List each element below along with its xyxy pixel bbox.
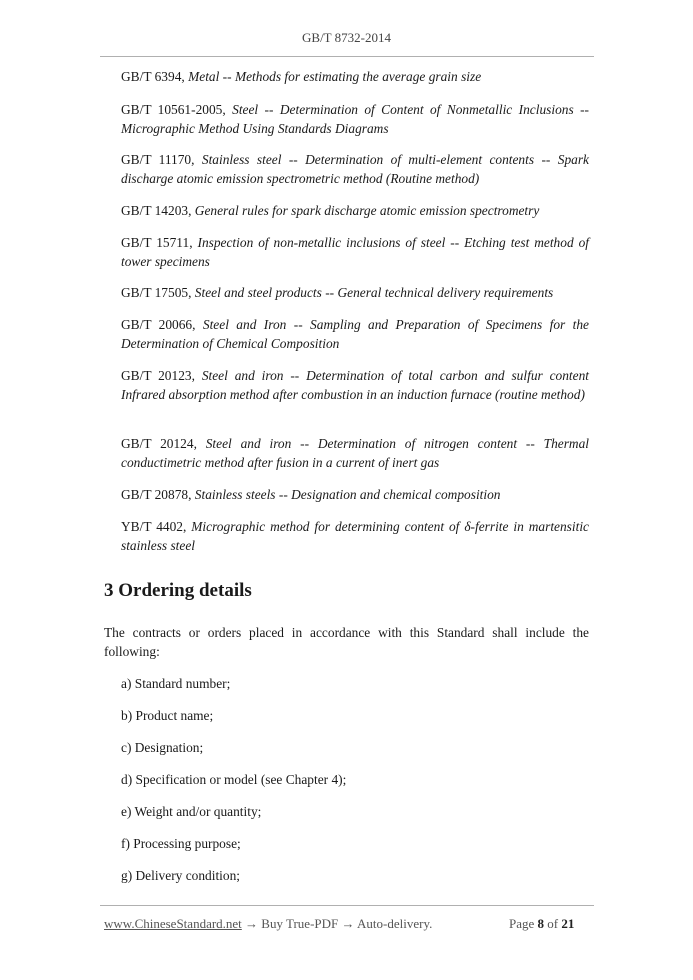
page-header <box>0 30 693 46</box>
reference-code: YB/T 4402 <box>121 519 183 534</box>
reference-code: GB/T 20066 <box>121 317 193 332</box>
reference-entry: GB/T 20878, Stainless steels -- Designation and chemical composition <box>121 487 501 502</box>
reference-code: GB/T 20124 <box>121 436 194 451</box>
reference-title: Steel and steel products -- General technical delivery requirements <box>194 285 554 300</box>
reference-code: GB/T 17505 <box>121 285 189 300</box>
reference-entry: YB/T 4402, Micrographic method for determining content of δ-ferrite in martensitic stainless steel <box>121 519 590 553</box>
page-total: 21 <box>561 916 575 931</box>
reference-title: Stainless steel -- Determination of multi-element contents -- Spark discharge atomic emission spectrometric method (Routine method) <box>121 152 590 186</box>
reference-title: Micrographic method for determining content of δ-ferrite in martensitic stainless steel <box>121 519 590 553</box>
reference-code: GB/T 20878 <box>121 487 189 502</box>
buy-text: Buy True-PDF <box>261 916 339 931</box>
reference-code: GB/T 11170 <box>121 152 192 167</box>
site-link[interactable]: www.ChineseStandard.net <box>104 916 242 931</box>
reference-code: GB/T 6394 <box>121 69 182 84</box>
footer-divider <box>100 905 594 906</box>
reference-title: General rules for spark discharge atomic emission spectrometry <box>194 203 540 218</box>
delivery-text: Auto-delivery. <box>357 916 433 931</box>
section-intro: The contracts or orders placed in accordance with this Standard shall include the following: <box>104 625 589 659</box>
reference-entry: GB/T 20124, Steel and iron -- Determination of nitrogen content -- Thermal conductimetric method after fusion in a current of inert gas <box>121 436 590 470</box>
reference-title: Stainless steels -- Designation and chemical composition <box>194 487 501 502</box>
reference-code: GB/T 14203 <box>121 203 189 218</box>
reference-title: Steel and Iron -- Sampling and Preparation of Specimens for the Determination of Chemical Composition <box>121 317 589 351</box>
footer-promo <box>104 916 432 932</box>
reference-entry: GB/T 11170, Stainless steel -- Determination of multi-element contents -- Spark discharge atomic emission spectrometric method (Routine method) <box>121 152 590 186</box>
reference-title: Inspection of non-metallic inclusions of steel -- Etching test method of tower specimens <box>121 235 589 269</box>
arrow-icon: → <box>241 916 262 931</box>
page-indicator <box>509 916 574 932</box>
reference-title: Metal -- Methods for estimating the average grain size <box>188 69 482 84</box>
section-heading: 3 Ordering details <box>104 580 252 601</box>
reference-entry: GB/T 15711, Inspection of non-metallic inclusions of steel -- Etching test method of tower specimens <box>121 235 589 269</box>
list-item: f) Processing purpose; <box>121 836 241 851</box>
of-label: of <box>547 916 559 931</box>
reference-entry: GB/T 10561-2005, Steel -- Determination of Content of Nonmetallic Inclusions -- Micrographic Method Using Standards Diagrams <box>121 102 589 136</box>
reference-entry: GB/T 20123, Steel and iron -- Determination of total carbon and sulfur content Infrared absorption method after combustion in an induction furnace (routine method) <box>121 368 589 402</box>
reference-title: Steel -- Determination of Content of Nonmetallic Inclusions -- Micrographic Method Using Standards Diagrams <box>121 102 589 136</box>
header-divider <box>100 56 594 57</box>
reference-title: Steel and iron -- Determination of total carbon and sulfur content Infrared absorption method after combustion in an induction furnace (routine method) <box>121 368 589 402</box>
reference-title: Steel and iron -- Determination of nitrogen content -- Thermal conductimetric method after fusion in a current of inert gas <box>121 436 590 470</box>
reference-entry: GB/T 6394, Metal -- Methods for estimating the average grain size <box>121 69 482 84</box>
list-item: a) Standard number; <box>121 676 231 691</box>
list-item: e) Weight and/or quantity; <box>121 804 262 819</box>
reference-entry: GB/T 20066, Steel and Iron -- Sampling and Preparation of Specimens for the Determination of Chemical Composition <box>121 317 589 351</box>
list-item: b) Product name; <box>121 708 214 723</box>
page-label: Page <box>509 916 535 931</box>
arrow-icon: → <box>338 916 358 931</box>
reference-entry: GB/T 14203, General rules for spark discharge atomic emission spectrometry <box>121 203 540 218</box>
reference-code: GB/T 20123 <box>121 368 192 383</box>
standard-code-header: GB/T 8732-2014 <box>302 30 391 45</box>
page-number: 8 <box>537 916 545 931</box>
list-item: d) Specification or model (see Chapter 4); <box>121 772 347 787</box>
reference-code: GB/T 10561-2005 <box>121 102 223 117</box>
list-item: g) Delivery condition; <box>121 868 240 883</box>
reference-code: GB/T 15711 <box>121 235 190 250</box>
list-item: c) Designation; <box>121 740 204 755</box>
reference-entry: GB/T 17505, Steel and steel products -- General technical delivery requirements <box>121 285 554 300</box>
